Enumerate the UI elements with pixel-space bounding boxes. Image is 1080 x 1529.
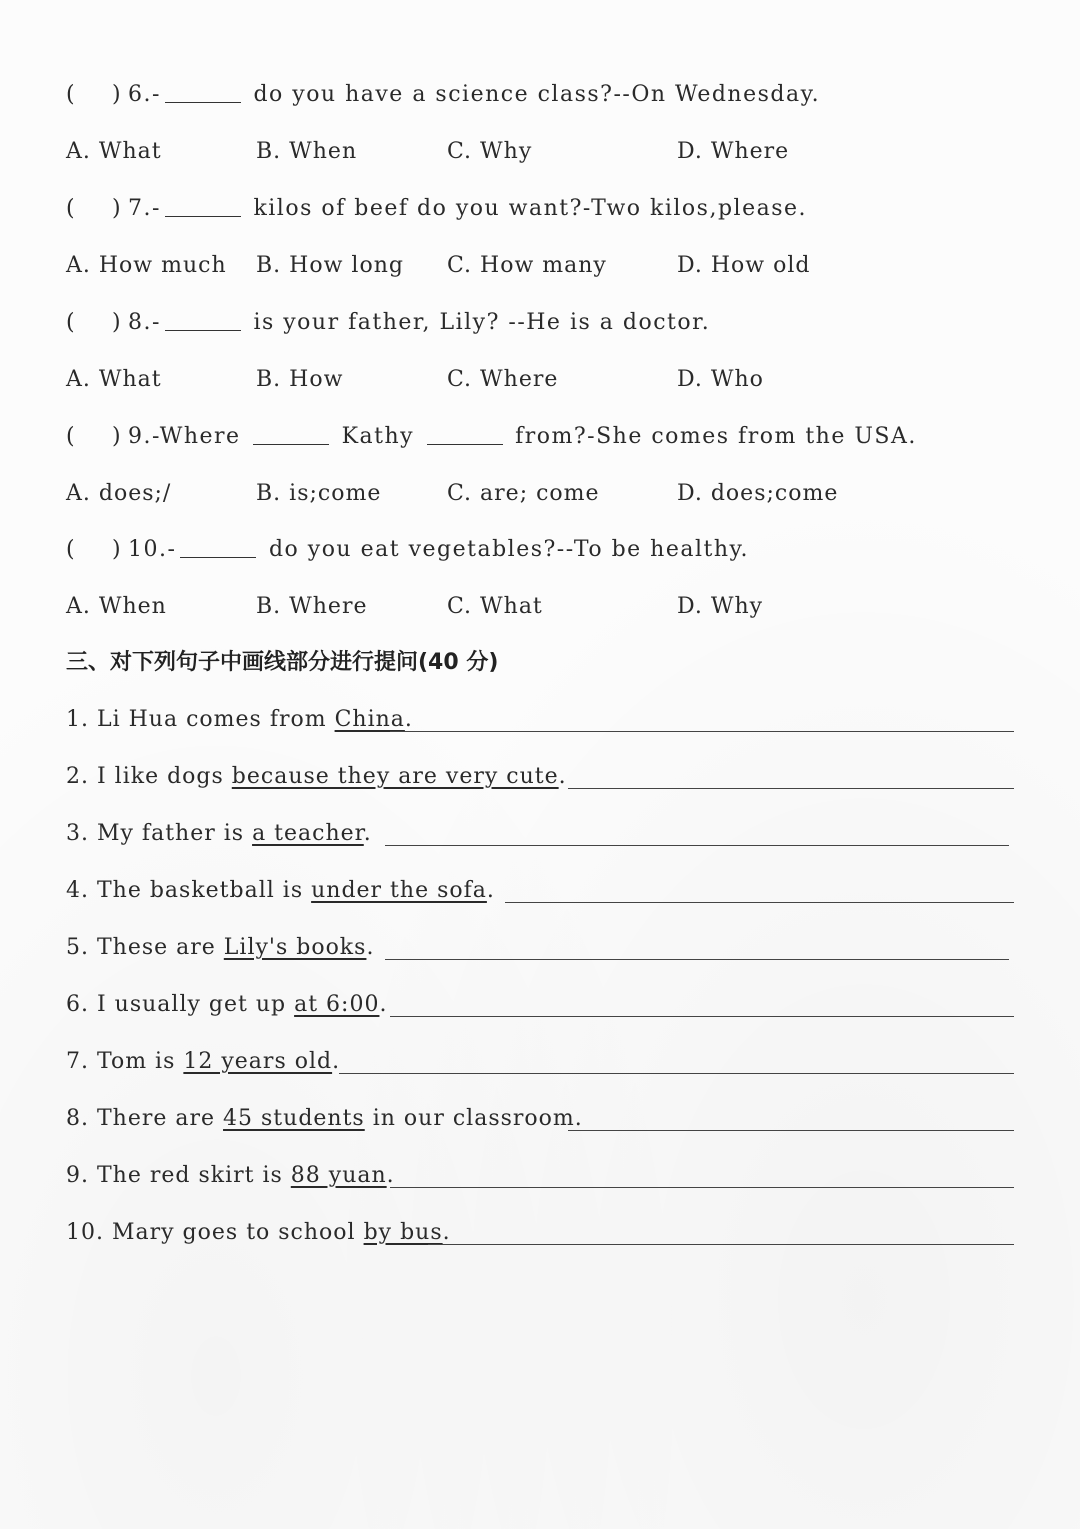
sentence-text: 4. The basketball is (66, 878, 312, 903)
question-number: 6. (128, 82, 152, 107)
question-10 (66, 530, 1016, 570)
answer-paren-open: ( (66, 82, 75, 107)
fill-blank[interactable] (427, 420, 503, 445)
answer-paren-open: ( (66, 424, 75, 449)
question-prefix: - (152, 310, 161, 335)
option-a[interactable]: A. When (66, 594, 167, 619)
sentence-text: 5. These are (66, 935, 224, 960)
sentence-end: . (558, 764, 567, 789)
sentence-4 (66, 871, 495, 911)
sentence-6 (66, 985, 387, 1025)
sentence-text: 7. Tom is (66, 1049, 184, 1074)
answer-line[interactable] (385, 845, 1009, 846)
question-text (128, 417, 917, 457)
sentence-end: . (486, 878, 495, 903)
fill-blank[interactable] (165, 78, 241, 103)
sentence-end: . (442, 1220, 451, 1245)
sentence-text: 10. Mary goes to school (66, 1220, 364, 1245)
sentence-text: 6. I usually get up (66, 992, 295, 1017)
question-text (128, 530, 749, 570)
sentence-text: 8. There are (66, 1106, 224, 1131)
sentence-8 (66, 1099, 583, 1139)
question-prefix: - (152, 196, 161, 221)
option-d[interactable]: D. Where (677, 139, 790, 164)
underlined-part: because they are very cute (231, 764, 559, 789)
underlined-part: 45 students (223, 1106, 365, 1131)
option-c[interactable]: C. What (447, 594, 543, 619)
answer-line[interactable] (390, 1187, 1014, 1188)
sentence-end: . (332, 1049, 341, 1074)
option-d[interactable]: D. does;come (677, 481, 839, 506)
question-number: 7. (128, 196, 152, 221)
sentence-9 (66, 1156, 395, 1196)
answer-line[interactable] (505, 902, 1014, 903)
underlined-part: by bus (363, 1220, 443, 1245)
sentence-1 (66, 700, 413, 740)
question-after: from?-She comes from the USA. (515, 424, 917, 449)
answer-paren-close: ) (112, 196, 121, 221)
question-middle: Kathy (341, 424, 415, 449)
question-8 (66, 303, 1016, 343)
sentence-7 (66, 1042, 340, 1082)
fill-blank[interactable] (253, 420, 329, 445)
answer-paren-open: ( (66, 537, 75, 562)
sentence-text: 3. My father is (66, 821, 253, 846)
sentence-end: . (363, 821, 372, 846)
sentence-10 (66, 1213, 451, 1253)
answer-line[interactable] (568, 788, 1014, 789)
answer-paren-close: ) (112, 424, 121, 449)
answer-line[interactable] (385, 959, 1009, 960)
question-text (128, 303, 710, 343)
option-b[interactable]: B. Where (256, 594, 368, 619)
fill-blank[interactable] (165, 306, 241, 331)
options-10 (66, 587, 1016, 627)
option-b[interactable]: B. is;come (256, 481, 382, 506)
question-7 (66, 189, 1016, 229)
sentence-2 (66, 757, 567, 797)
sentence-end: in our classroom. (364, 1106, 583, 1131)
option-b[interactable]: B. How (256, 367, 344, 392)
question-after: do you have a science class?--On Wednesday. (253, 82, 821, 107)
section-title: 三、对下列句子中画线部分进行提问(40 分) (66, 650, 499, 675)
option-a[interactable]: A. does;/ (66, 481, 172, 506)
option-a[interactable]: A. What (66, 367, 162, 392)
answer-paren-open: ( (66, 310, 75, 335)
underlined-part: a teacher (252, 821, 364, 846)
question-text (128, 75, 820, 115)
underlined-part: 88 yuan (290, 1163, 387, 1188)
underlined-part: Lily's books (223, 935, 367, 960)
question-number: 9. (128, 424, 152, 449)
sentence-end: . (366, 935, 375, 960)
question-after: kilos of beef do you want?-Two kilos,please. (253, 196, 808, 221)
sentence-end: . (379, 992, 388, 1017)
answer-paren-open: ( (66, 196, 75, 221)
answer-paren-close: ) (112, 310, 121, 335)
options-9 (66, 474, 1016, 514)
sentence-3 (66, 814, 372, 854)
answer-paren-close: ) (112, 82, 121, 107)
answer-line[interactable] (390, 1016, 1014, 1017)
sentence-end: . (404, 707, 413, 732)
option-d[interactable]: D. Who (677, 367, 764, 392)
sentence-text: 2. I like dogs (66, 764, 232, 789)
sentence-5 (66, 928, 374, 968)
option-a[interactable]: A. What (66, 139, 162, 164)
underlined-part: China (334, 707, 405, 732)
question-prefix: - (152, 82, 161, 107)
answer-line[interactable] (339, 1073, 1014, 1074)
question-after: is your father, Lily? --He is a doctor. (253, 310, 711, 335)
option-c[interactable]: C. How many (447, 253, 607, 278)
question-after: do you eat vegetables?--To be healthy. (268, 537, 750, 562)
question-text (128, 189, 807, 229)
options-7 (66, 246, 1016, 286)
option-d[interactable]: D. How old (677, 253, 811, 278)
underlined-part: under the sofa (311, 878, 487, 903)
question-prefix: -Where (152, 424, 241, 449)
option-c[interactable]: C. are; come (447, 481, 600, 506)
options-6 (66, 132, 1016, 172)
answer-line[interactable] (568, 1130, 1014, 1131)
options-8 (66, 360, 1016, 400)
fill-blank[interactable] (165, 192, 241, 217)
answer-paren-close: ) (112, 537, 121, 562)
option-c[interactable]: C. Where (447, 367, 559, 392)
option-c[interactable]: C. Why (447, 139, 533, 164)
sentence-text: 1. Li Hua comes from (66, 707, 335, 732)
underlined-part: at 6:00 (294, 992, 380, 1017)
underlined-part: 12 years old (183, 1049, 333, 1074)
option-b[interactable]: B. When (256, 139, 358, 164)
option-a[interactable]: A. How much (66, 253, 227, 278)
answer-line[interactable] (390, 731, 1014, 732)
answer-line[interactable] (428, 1244, 1014, 1245)
question-prefix: - (167, 537, 177, 562)
sentence-end: . (386, 1163, 395, 1188)
option-b[interactable]: B. How long (256, 253, 404, 278)
question-number: 8. (128, 310, 152, 335)
question-number: 10. (128, 537, 168, 562)
sentence-text: 9. The red skirt is (66, 1163, 291, 1188)
fill-blank[interactable] (180, 533, 256, 558)
question-9 (66, 417, 1016, 457)
question-6 (66, 75, 1016, 115)
option-d[interactable]: D. Why (677, 594, 764, 619)
